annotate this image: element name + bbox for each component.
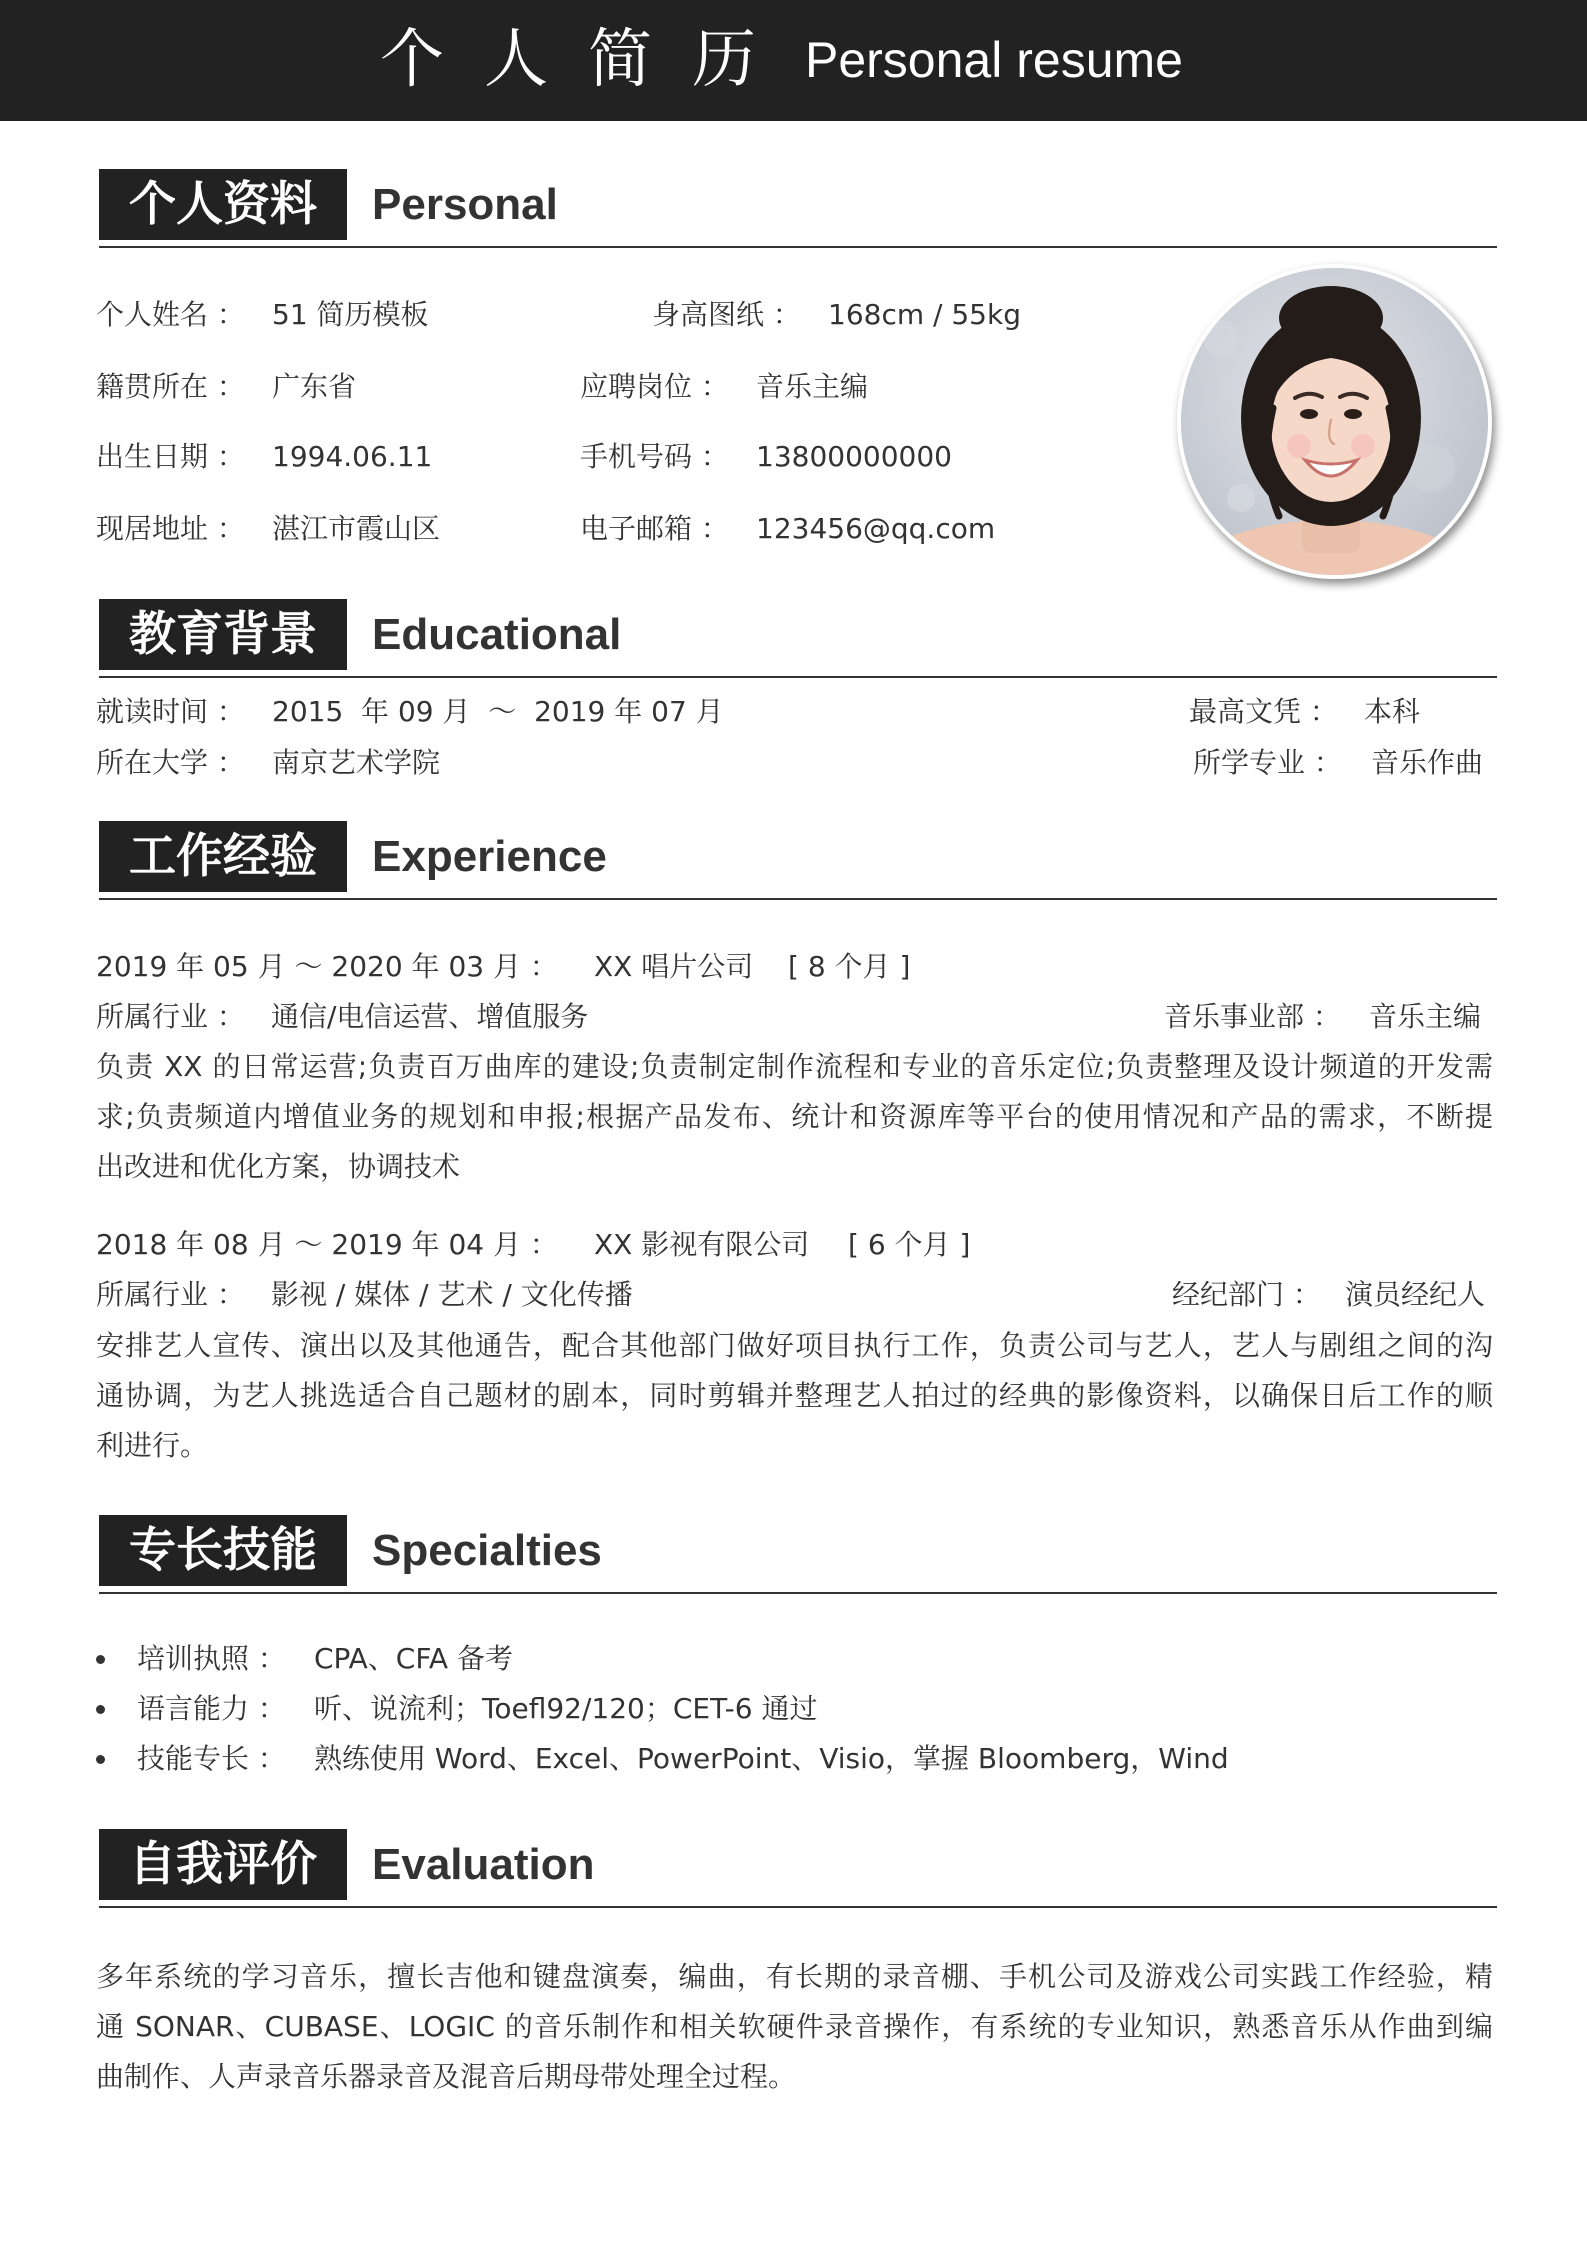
job-company: XX 影视有限公司 bbox=[594, 1228, 810, 1261]
hometown-label: 籍贯所在 ： bbox=[96, 370, 245, 403]
height-label: 身高图纸 ： bbox=[652, 298, 801, 331]
section-divider bbox=[99, 1906, 1497, 1908]
skill-item bbox=[0, 1634, 1587, 1684]
job-period: 2018 年 08 月 ～ 2019 年 04 月 ： bbox=[96, 1228, 558, 1261]
industry-value: 影视 / 媒体 / 艺术 / 文化传播 bbox=[271, 1278, 633, 1311]
department-label: 音乐事业部 ： bbox=[1164, 1000, 1341, 1033]
job-industry-row bbox=[0, 997, 1587, 1037]
section-divider bbox=[99, 1592, 1497, 1594]
job-header bbox=[0, 947, 1587, 987]
description-line: 负责 XX 的日常运营;负责百万曲库的建设;负责制定制作流程和专业的音乐定位;负责整理及设计频道的开发需 bbox=[96, 1050, 1493, 1083]
name-value: 51 简历模板 bbox=[272, 298, 429, 331]
section-experience-heading bbox=[99, 821, 1497, 901]
skill-value: CPA、CFA 备考 bbox=[314, 1642, 513, 1675]
section-title-cn: 自我评价 bbox=[99, 1829, 347, 1900]
section-title-en: Evaluation bbox=[372, 1840, 595, 1889]
role-value: 演员经纪人 bbox=[1345, 1278, 1486, 1311]
email-label: 电子邮箱 ： bbox=[580, 512, 729, 545]
skill-label: 技能专长 ： bbox=[137, 1742, 286, 1775]
period-value: 2015 年 09 月 ～ 2019 年 07 月 bbox=[272, 695, 724, 728]
evaluation-line: 曲制作、人声录音乐器录音及混音后期母带处理全过程。 bbox=[96, 2060, 797, 2093]
section-title-cn: 专长技能 bbox=[99, 1515, 347, 1586]
bullet-icon bbox=[96, 1655, 105, 1664]
profile-photo bbox=[1177, 264, 1492, 579]
section-title-en: Specialties bbox=[372, 1526, 602, 1575]
birth-value: 1994.06.11 bbox=[272, 440, 433, 473]
section-divider bbox=[99, 898, 1497, 900]
section-skills-heading bbox=[99, 1515, 1497, 1595]
skill-item bbox=[0, 1734, 1587, 1784]
address-label: 现居地址 ： bbox=[96, 512, 245, 545]
job-description bbox=[96, 1042, 1493, 1192]
job-header bbox=[0, 1225, 1587, 1265]
department-label: 经纪部门 ： bbox=[1172, 1278, 1321, 1311]
birth-label: 出生日期 ： bbox=[96, 440, 245, 473]
description-line: 利进行。 bbox=[96, 1429, 209, 1462]
section-title-en: Personal bbox=[372, 180, 558, 229]
section-personal-heading bbox=[99, 169, 1497, 249]
industry-value: 通信/电信运营、增值服务 bbox=[271, 1000, 589, 1033]
skill-value: 听、说流利；Toefl92/120；CET-6 通过 bbox=[314, 1692, 818, 1725]
skill-value: 熟练使用 Word、Excel、PowerPoint、Visio，掌握 Bloomberg，Wind bbox=[314, 1742, 1229, 1775]
major-label: 所学专业 ： bbox=[1193, 746, 1342, 779]
industry-label: 所属行业 ： bbox=[96, 1000, 245, 1033]
industry-label: 所属行业 ： bbox=[96, 1278, 245, 1311]
phone-value: 13800000000 bbox=[756, 440, 952, 473]
job-industry-row bbox=[0, 1275, 1587, 1315]
major-value: 音乐作曲 bbox=[1371, 746, 1484, 779]
section-divider bbox=[99, 676, 1497, 678]
phone-label: 手机号码 ： bbox=[580, 440, 729, 473]
hometown-value: 广东省 bbox=[272, 370, 357, 403]
portrait-image bbox=[1181, 268, 1488, 575]
job-description bbox=[96, 1321, 1493, 1471]
section-title-en: Experience bbox=[372, 832, 607, 881]
evaluation-line: 多年系统的学习音乐，擅长吉他和键盘演奏，编曲，有长期的录音棚、手机公司及游戏公司实践工作经验，精 bbox=[96, 1960, 1493, 1993]
position-label: 应聘岗位 ： bbox=[580, 370, 729, 403]
school-label: 所在大学 ： bbox=[96, 746, 245, 779]
section-title-cn: 工作经验 bbox=[99, 821, 347, 892]
evaluation-line: 通 SONAR、CUBASE、LOGIC 的音乐制作和相关软硬件录音操作，有系统的专业知识，熟悉音乐从作曲到编 bbox=[96, 2010, 1493, 2043]
skill-label: 培训执照 ： bbox=[137, 1642, 286, 1675]
section-education-heading bbox=[99, 599, 1497, 679]
height-value: 168cm / 55kg bbox=[828, 298, 1021, 331]
description-line: 安排艺人宣传、演出以及其他通告，配合其他部门做好项目执行工作，负责公司与艺人，艺人与剧组之间的沟 bbox=[96, 1329, 1493, 1362]
title-bar bbox=[0, 0, 1587, 121]
role-value: 音乐主编 bbox=[1369, 1000, 1482, 1033]
section-divider bbox=[99, 246, 1497, 248]
name-label: 个人姓名 ： bbox=[96, 298, 245, 331]
skill-item bbox=[0, 1684, 1587, 1734]
job-period: 2019 年 05 月 ～ 2020 年 03 月 ： bbox=[96, 950, 558, 983]
job-duration: [ 8 个月 ] bbox=[788, 950, 911, 983]
section-title-en: Educational bbox=[372, 610, 622, 659]
address-value: 湛江市霞山区 bbox=[272, 512, 441, 545]
education-row bbox=[0, 743, 1587, 783]
degree-value: 本科 bbox=[1364, 695, 1421, 728]
resume-title-en: Personal resume bbox=[805, 32, 1183, 88]
skill-label: 语言能力 ： bbox=[137, 1692, 286, 1725]
period-label: 就读时间 ： bbox=[96, 695, 245, 728]
section-title-cn: 教育背景 bbox=[99, 599, 347, 670]
job-company: XX 唱片公司 bbox=[594, 950, 754, 983]
section-evaluation-heading bbox=[99, 1829, 1497, 1909]
education-row bbox=[0, 692, 1587, 732]
description-line: 通协调，为艺人挑选适合自己题材的剧本，同时剪辑并整理艺人拍过的经典的影像资料，以确保日后工作的顺 bbox=[96, 1379, 1493, 1412]
description-line: 出改进和优化方案，协调技术 bbox=[96, 1150, 461, 1183]
bullet-icon bbox=[96, 1705, 105, 1714]
email-value: 123456@qq.com bbox=[756, 512, 996, 545]
description-line: 求;负责频道内增值业务的规划和申报;根据产品发布、统计和资源库等平台的使用情况和产品的需求，不断提 bbox=[96, 1100, 1493, 1133]
section-title-cn: 个人资料 bbox=[99, 169, 347, 240]
degree-label: 最高文凭 ： bbox=[1189, 695, 1338, 728]
position-value: 音乐主编 bbox=[756, 370, 869, 403]
resume-title-cn: 个人简历 bbox=[380, 23, 796, 97]
school-value: 南京艺术学院 bbox=[272, 746, 441, 779]
bullet-icon bbox=[96, 1755, 105, 1764]
self-evaluation-text bbox=[96, 1952, 1493, 2102]
job-duration: [ 6 个月 ] bbox=[848, 1228, 971, 1261]
